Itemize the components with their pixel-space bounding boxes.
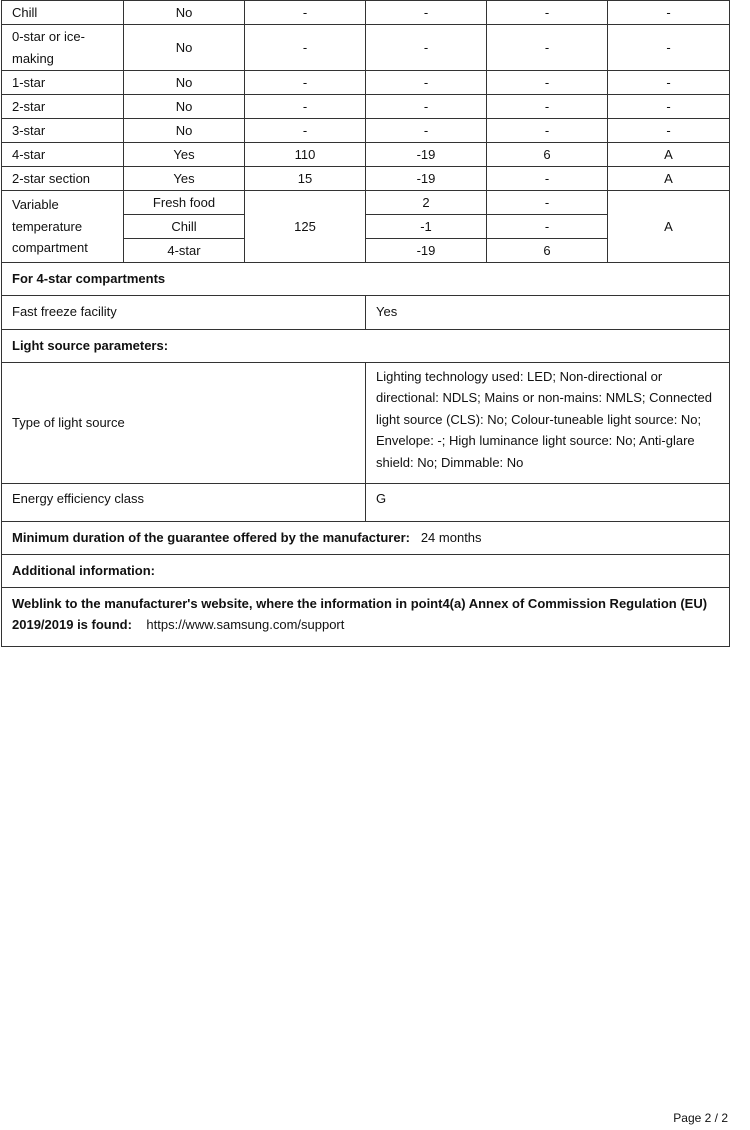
compartment-climate: - <box>608 71 730 95</box>
variable-compartment-row <box>2 191 730 215</box>
details-table <box>1 262 730 648</box>
four-star-heading-row <box>2 262 730 295</box>
compartment-temp: - <box>366 95 487 119</box>
table-row <box>2 25 730 71</box>
compartment-present: No <box>124 95 245 119</box>
compartment-type: 3-star <box>2 119 124 143</box>
additional-heading: Additional information: <box>2 555 730 588</box>
compartment-climate: - <box>608 95 730 119</box>
compartment-temp: -19 <box>366 143 487 167</box>
compartment-volume: - <box>245 119 366 143</box>
compartment-climate: - <box>608 25 730 71</box>
compartment-type: 2-star <box>2 95 124 119</box>
compartment-present: No <box>124 1 245 25</box>
variable-mode: Chill <box>124 215 245 239</box>
energy-class-row <box>2 484 730 522</box>
compartment-freezing-capacity: - <box>487 1 608 25</box>
weblink-row <box>2 588 730 647</box>
four-star-heading: For 4-star compartments <box>2 262 730 295</box>
variable-mode: Fresh food <box>124 191 245 215</box>
compartment-temp: -19 <box>366 167 487 191</box>
table-row <box>2 119 730 143</box>
weblink-label: Weblink to the manufacturer's website, where the information in point4(a) Annex of Commission Regulation (EU) 2019/2019 is found: <box>12 595 708 632</box>
fast-freeze-row <box>2 295 730 329</box>
compartment-freezing-capacity: - <box>487 119 608 143</box>
guarantee-label: Minimum duration of the guarantee offered by the manufacturer: <box>12 530 410 546</box>
compartment-present: No <box>124 119 245 143</box>
weblink-url[interactable]: https://www.samsung.com/support <box>146 617 345 632</box>
guarantee-cell <box>2 522 730 555</box>
compartment-volume: 110 <box>245 143 366 167</box>
compartment-climate: - <box>608 1 730 25</box>
additional-row <box>2 555 730 588</box>
variable-freezing-capacity: 6 <box>487 239 608 263</box>
compartment-freezing-capacity: - <box>487 71 608 95</box>
compartment-temp: - <box>366 71 487 95</box>
compartment-type: 1-star <box>2 71 124 95</box>
compartment-temp: - <box>366 1 487 25</box>
variable-temp: -1 <box>366 215 487 239</box>
table-row <box>2 143 730 167</box>
compartment-type: Chill <box>2 1 124 25</box>
variable-freezing-capacity: - <box>487 191 608 215</box>
compartment-freezing-capacity: - <box>487 25 608 71</box>
compartment-type: 0-star or ice-making <box>2 25 124 71</box>
table-row <box>2 95 730 119</box>
compartment-climate: - <box>608 119 730 143</box>
compartment-type: 4-star <box>2 143 124 167</box>
variable-freezing-capacity: - <box>487 215 608 239</box>
compartments-table <box>1 0 730 263</box>
compartment-present: No <box>124 25 245 71</box>
compartment-freezing-capacity: - <box>487 167 608 191</box>
variable-mode: 4-star <box>124 239 245 263</box>
variable-volume: 125 <box>245 191 366 263</box>
compartment-climate: A <box>608 143 730 167</box>
light-type-row <box>2 362 730 484</box>
variable-temp: 2 <box>366 191 487 215</box>
light-type-value: Lighting technology used: LED; Non-directional or directional: NDLS; Mains or non-mains: NMLS; Connected light source (CLS): No; Colour-tuneable light source: No; Envelope: -; High luminance light source: No; Anti-glare shield: No; Dimmable: No <box>366 362 730 484</box>
compartment-type: 2-star section <box>2 167 124 191</box>
compartment-volume: 15 <box>245 167 366 191</box>
table-row <box>2 1 730 25</box>
light-heading-row <box>2 329 730 362</box>
light-heading: Light source parameters: <box>2 329 730 362</box>
variable-temp: -19 <box>366 239 487 263</box>
compartment-volume: - <box>245 1 366 25</box>
energy-class-label: Energy efficiency class <box>2 484 366 522</box>
compartment-freezing-capacity: - <box>487 95 608 119</box>
variable-climate: A <box>608 191 730 263</box>
compartment-present: No <box>124 71 245 95</box>
guarantee-row <box>2 522 730 555</box>
fast-freeze-value: Yes <box>366 295 730 329</box>
compartment-freezing-capacity: 6 <box>487 143 608 167</box>
compartment-present: Yes <box>124 167 245 191</box>
variable-compartment-label: Variable temperature compartment <box>2 191 124 263</box>
table-row <box>2 167 730 191</box>
product-information-sheet <box>1 0 729 647</box>
weblink-cell <box>2 588 730 647</box>
table-row <box>2 71 730 95</box>
compartment-climate: A <box>608 167 730 191</box>
compartment-temp: - <box>366 25 487 71</box>
fast-freeze-label: Fast freeze facility <box>2 295 366 329</box>
guarantee-value: 24 months <box>420 530 482 546</box>
compartment-volume: - <box>245 95 366 119</box>
light-type-label: Type of light source <box>2 362 366 484</box>
compartment-temp: - <box>366 119 487 143</box>
page-number: Page 2 / 2 <box>673 1111 728 1125</box>
compartment-present: Yes <box>124 143 245 167</box>
compartment-volume: - <box>245 25 366 71</box>
energy-class-value: G <box>366 484 730 522</box>
compartment-volume: - <box>245 71 366 95</box>
